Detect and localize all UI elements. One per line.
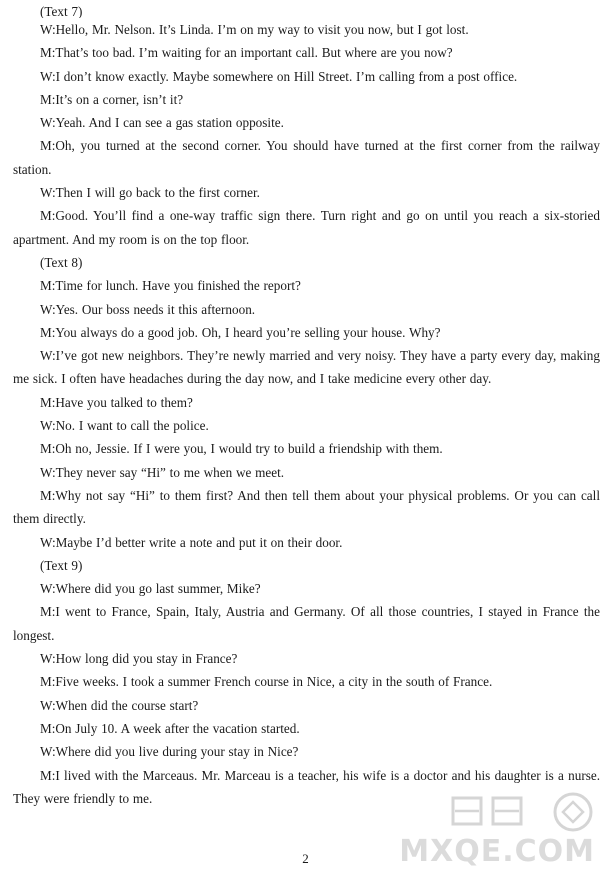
watermark-text: MXQE.COM <box>399 834 595 869</box>
dialogue-line: M:On July 10. A week after the vacation started. <box>40 720 300 736</box>
dialogue-line: W:They never say “Hi” to me when we meet. <box>40 464 285 480</box>
dialogue-line: W:Hello, Mr. Nelson. It’s Linda. I’m on my way to visit you now, but I got lost. <box>40 22 469 37</box>
dialogue-line: W:No. I want to call the police. <box>40 418 209 434</box>
dialogue-line: M:I went to France, Spain, Italy, Austria and Germany. Of all those countries, I stayed in France the longest. <box>13 604 600 643</box>
dialogue-line: M:You always do a good job. Oh, I heard you’re selling your house. Why? <box>40 324 441 340</box>
dialogue-line: M:Time for lunch. Have you finished the report? <box>40 278 301 294</box>
transcript-body <box>13 6 600 810</box>
dialogue-line: W:Yeah. And I can see a gas station opposite. <box>40 115 284 131</box>
dialogue-line: W:Where did you live during your stay in Nice? <box>40 744 299 760</box>
dialogue-line: M:Oh no, Jessie. If I were you, I would try to build a friendship with them. <box>40 441 443 457</box>
dialogue-line: W:Yes. Our boss needs it this afternoon. <box>40 301 256 317</box>
page-number: 2 <box>302 851 309 866</box>
section-header-text-7: (Text 7) <box>40 4 83 18</box>
section-header-text-9: (Text 9) <box>40 557 83 573</box>
dialogue-line: W:Then I will go back to the first corner. <box>40 185 260 201</box>
dialogue-line: W:Maybe I’d better write a note and put it on their door. <box>40 534 343 550</box>
dialogue-line: W:I don’t know exactly. Maybe somewhere on Hill Street. I’m calling from a post office. <box>40 68 518 84</box>
dialogue-line: M:Good. You’ll find a one-way traffic sign there. Turn right and go on until you reach a six-storied apartment. And my room is on the top floor. <box>13 208 600 247</box>
dialogue-line: W:I’ve got new neighbors. They’re newly married and very noisy. They have a party every day, making me sick. I often have headaches during the day now, and I take medicine every other day. <box>13 348 600 387</box>
dialogue-line: W:How long did you stay in France? <box>40 651 238 667</box>
dialogue-line: W:Where did you go last summer, Mike? <box>40 581 261 597</box>
dialogue-line: M:Have you talked to them? <box>40 394 193 410</box>
dialogue-line: M:Why not say “Hi” to them first? And then tell them about your physical problems. Or you can call them directly. <box>13 487 600 527</box>
dialogue-line: M:I lived with the Marceaus. Mr. Marceau is a teacher, his wife is a doctor and his daughter is a nurse. They were friendly to me. <box>13 767 600 806</box>
section-header-text-8: (Text 8) <box>40 254 83 270</box>
dialogue-line: M:It’s on a corner, isn’t it? <box>40 91 184 107</box>
dialogue-line: W:When did the course start? <box>40 697 199 713</box>
dialogue-line: M:Oh, you turned at the second corner. You should have turned at the first corner from the railway station. <box>13 138 600 177</box>
dialogue-line: M:Five weeks. I took a summer French course in Nice, a city in the south of France. <box>40 674 493 690</box>
dialogue-line: M:That’s too bad. I’m waiting for an important call. But where are you now? <box>40 45 453 61</box>
